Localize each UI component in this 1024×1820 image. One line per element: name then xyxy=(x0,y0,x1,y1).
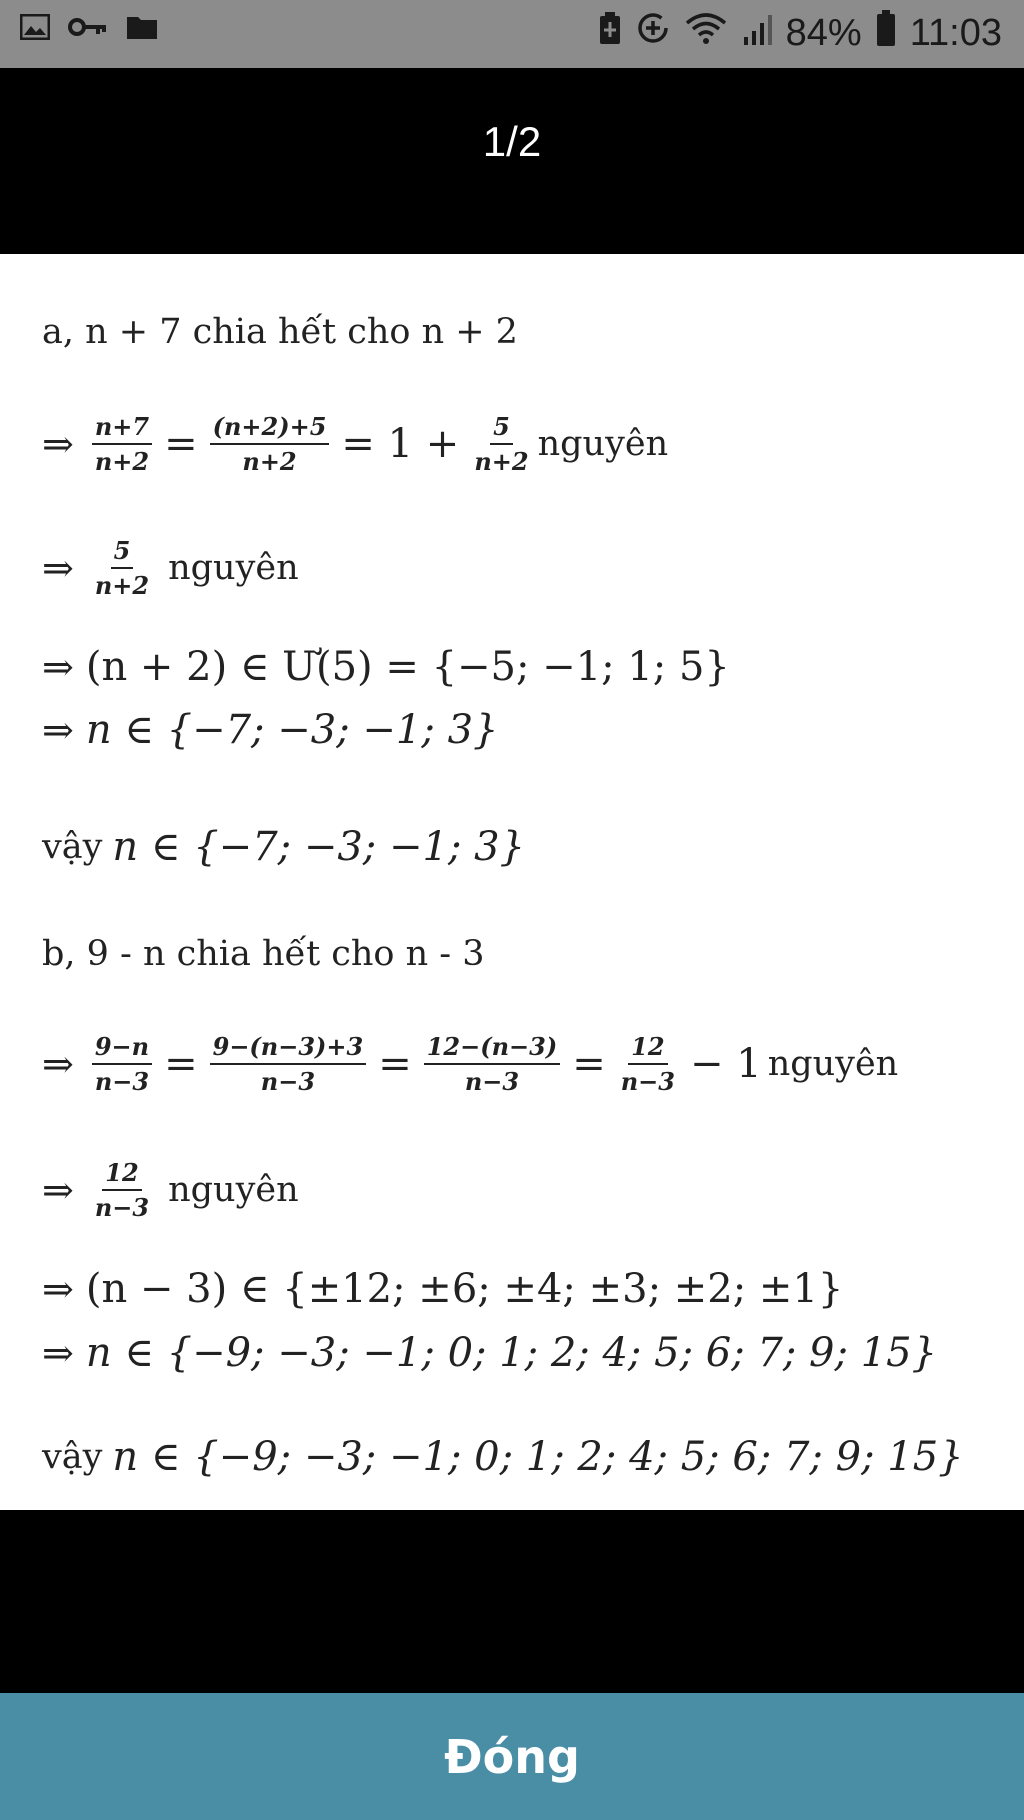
word-nguyen: nguyên xyxy=(537,424,669,464)
implies-arrow: ⇒ xyxy=(42,1267,74,1311)
math-expression: (n − 3) ∈ {±12; ±6; ±4; ±3; ±2; ±1} xyxy=(85,1266,844,1312)
fraction: $\frac{5}{n+2}$ xyxy=(474,412,529,476)
implies-arrow: ⇒ xyxy=(42,1042,74,1086)
part-a-line-1 xyxy=(42,412,668,476)
part-a-line-2 xyxy=(42,536,299,600)
part-b-title: b, 9 - n chia hết cho n - 3 xyxy=(42,934,485,974)
part-b-line-1 xyxy=(42,1032,898,1096)
data-saver-icon xyxy=(636,11,670,55)
word-nguyen: nguyên xyxy=(168,1170,299,1210)
math-expression: n ∈ {−7; −3; −1; 3} xyxy=(112,824,526,870)
status-bar xyxy=(0,0,1024,68)
close-button[interactable]: Đóng xyxy=(0,1693,1024,1820)
fraction: $\frac{n+7}{n+2}$ xyxy=(92,412,152,476)
fraction: $\frac{12}{n-3}$ xyxy=(94,1158,150,1222)
viewer-footer xyxy=(0,1510,1024,1693)
battery-saver-icon xyxy=(598,11,622,55)
fraction: $\frac{9-n}{n-3}$ xyxy=(92,1032,152,1096)
part-a-title: a, n + 7 chia hết cho n + 2 xyxy=(42,312,518,352)
folder-icon xyxy=(126,14,158,45)
implies-arrow: ⇒ xyxy=(42,645,74,689)
implies-arrow: ⇒ xyxy=(42,546,74,590)
word-nguyen: nguyên xyxy=(767,1044,899,1084)
page-counter: 1/2 xyxy=(482,118,542,165)
battery-icon xyxy=(876,10,896,56)
part-b-line-3 xyxy=(42,1266,843,1312)
fraction: $\frac{9-(n-3)+3}{n-3}$ xyxy=(210,1032,367,1096)
fraction: $\frac{12}{n-3}$ xyxy=(620,1032,675,1096)
part-b-line-2 xyxy=(42,1158,299,1222)
one-plus: = 1 + xyxy=(341,421,460,467)
part-b-conclusion xyxy=(42,1434,964,1480)
image-icon xyxy=(20,14,50,45)
fraction: $\frac{12-(n-3)}{n-3}$ xyxy=(424,1032,560,1096)
math-expression: (n + 2) ∈ Ư(5) = {−5; −1; 1; 5} xyxy=(85,644,730,690)
minus-one: − 1 xyxy=(690,1041,762,1087)
word-nguyen: nguyên xyxy=(168,548,299,588)
part-b-line-4 xyxy=(42,1330,937,1376)
part-a-line-3 xyxy=(42,644,730,690)
math-expression: n ∈ {−9; −3; −1; 0; 1; 2; 4; 5; 6; 7; 9; 15} xyxy=(112,1434,964,1480)
implies-arrow: ⇒ xyxy=(42,708,74,752)
implies-arrow: ⇒ xyxy=(42,1168,74,1212)
wifi-icon xyxy=(684,11,728,55)
equals-sign: = xyxy=(164,1041,198,1087)
signal-icon xyxy=(742,12,772,55)
equals-sign: = xyxy=(164,421,198,467)
word-vay: vậy xyxy=(42,827,103,867)
equals-sign: = xyxy=(378,1041,412,1087)
clock: 11:03 xyxy=(909,11,1002,54)
implies-arrow: ⇒ xyxy=(42,1331,74,1375)
word-vay: vậy xyxy=(42,1437,103,1477)
fraction: $\frac{(n+2)+5}{n+2}$ xyxy=(210,412,330,476)
part-a-conclusion xyxy=(42,824,525,870)
math-expression: n ∈ {−7; −3; −1; 3} xyxy=(85,707,499,753)
key-icon xyxy=(68,16,108,43)
solution-image xyxy=(0,254,1024,1510)
battery-percent: 84% xyxy=(785,11,862,54)
part-a-line-4 xyxy=(42,707,498,753)
implies-arrow: ⇒ xyxy=(42,422,74,466)
math-expression: n ∈ {−9; −3; −1; 0; 1; 2; 4; 5; 6; 7; 9; 15} xyxy=(85,1330,938,1376)
equals-sign: = xyxy=(572,1041,606,1087)
fraction: $\frac{5}{n+2}$ xyxy=(94,536,150,600)
